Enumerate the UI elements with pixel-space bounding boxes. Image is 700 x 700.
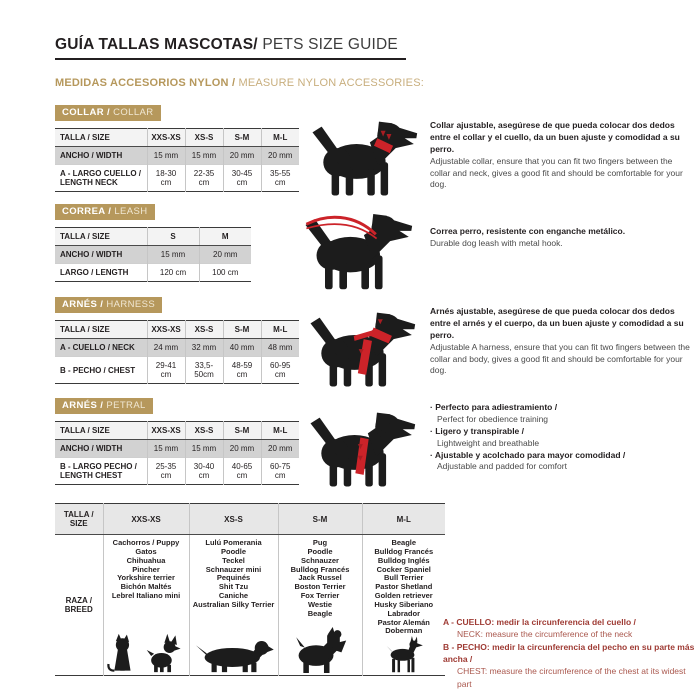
leash-description: Correa perro, resistente con enganche metálico. Durable dog leash with metal hook. bbox=[430, 226, 626, 248]
row-label: A - LARGO CUELLO / LENGTH NECK bbox=[55, 165, 147, 192]
col-header: TALLA / SIZE bbox=[55, 228, 147, 246]
table-row bbox=[55, 458, 299, 485]
cell: 22-35 cm bbox=[185, 165, 223, 192]
collar-size-table bbox=[55, 128, 299, 192]
dog-leash-illustration bbox=[298, 203, 418, 291]
breed-row-label: RAZA / BREED bbox=[64, 596, 93, 614]
collar-section bbox=[55, 102, 299, 192]
col-header: XS-S bbox=[189, 504, 278, 535]
col-header: M bbox=[199, 228, 251, 246]
doberman-silhouette bbox=[379, 636, 429, 673]
cell: 48-59 cm bbox=[223, 357, 261, 384]
harness-description: Arnés ajustable, asegúrese de que pueda colocar dos dedos entre el arnés y el cuerpo, da un buen ajuste y comodidad a su perro. Adjustable A harness, ensure that you can fit two fingers between the collar and body, gives a good fit and should be comfortable for your dog. bbox=[430, 306, 690, 376]
cell: 15 mm bbox=[147, 246, 199, 264]
col-header: S-M bbox=[278, 504, 362, 535]
dog-collar-illustration bbox=[310, 110, 418, 198]
col-header: S-M bbox=[223, 422, 261, 440]
cell: 60-95 cm bbox=[261, 357, 299, 384]
harness-badge: ARNÉS / HARNESS bbox=[55, 297, 162, 313]
cell: 100 cm bbox=[199, 264, 251, 282]
petral-badge: ARNÉS / PETRAL bbox=[55, 398, 153, 414]
feature-item: · Ligero y transpirable / Lightweight and breathable bbox=[430, 426, 694, 450]
col-header: XS-S bbox=[185, 422, 223, 440]
cell: 29-41 cm bbox=[147, 357, 185, 384]
col-header: TALLA / SIZE bbox=[55, 129, 147, 147]
col-header: M-L bbox=[261, 129, 299, 147]
cell: 60-75 cm bbox=[261, 458, 299, 485]
col-header: TALLA / SIZE bbox=[55, 422, 147, 440]
cell: 20 mm bbox=[223, 147, 261, 165]
col-header: S bbox=[147, 228, 199, 246]
page-title bbox=[55, 36, 406, 60]
cell: 48 mm bbox=[261, 339, 299, 357]
harness-section bbox=[55, 294, 299, 384]
table-row bbox=[55, 165, 299, 192]
row-label: ANCHO / WIDTH bbox=[55, 440, 147, 458]
note-neck: A - CUELLO: medir la circunferencia del cuello / NECK: measure the circumference of the neck bbox=[443, 617, 636, 640]
cell: 35-55 cm bbox=[261, 165, 299, 192]
table-header-row bbox=[55, 228, 251, 246]
cell: 30-45 cm bbox=[223, 165, 261, 192]
cell: 20 mm bbox=[261, 147, 299, 165]
cell: 40 mm bbox=[223, 339, 261, 357]
breed-size-table bbox=[55, 503, 445, 676]
cell: 120 cm bbox=[147, 264, 199, 282]
cell: 18-30 cm bbox=[147, 165, 185, 192]
cell: 30-40 cm bbox=[185, 458, 223, 485]
table-header-row bbox=[55, 504, 445, 535]
page-title-en: PETS SIZE GUIDE bbox=[257, 36, 398, 53]
cell: 40-65 cm bbox=[223, 458, 261, 485]
col-header: XXS-XS bbox=[147, 321, 185, 339]
col-header: M-L bbox=[362, 504, 445, 535]
cell: 20 mm bbox=[223, 440, 261, 458]
breed-cell-xxs-xs: Cachorros / Puppy Gatos Chihuahua Pincher Yorkshire terrier Bichón Maltés Lebrel Italiano mini bbox=[103, 535, 189, 676]
cell: 15 mm bbox=[185, 440, 223, 458]
table-header-row bbox=[55, 422, 299, 440]
table-header-row bbox=[55, 321, 299, 339]
dog-harness-illustration bbox=[308, 300, 416, 390]
breed-cell-m-l: Beagle Bulldog Francés Bulldog Inglés Cocker Spaniel Bull Terrier Pastor Shetland Golden retriever Husky Siberiano Labrador Pastor Alemán Doberman bbox=[362, 535, 445, 676]
page-subtitle-es: MEDIDAS ACCESORIOS NYLON / bbox=[55, 77, 236, 89]
cell: 15 mm bbox=[147, 440, 185, 458]
col-header: XXS-XS bbox=[147, 422, 185, 440]
col-header: M-L bbox=[261, 422, 299, 440]
petral-size-table bbox=[55, 421, 299, 485]
breed-cell-s-m: Pug Poodle Schnauzer Bulldog Francés Jack Russel Boston Terrier Fox Terrier Westie Beagle bbox=[278, 535, 362, 676]
breed-cell-xs-s: Lulú Pomerania Poodle Teckel Schnauzer mini Pequinés Shit Tzu Caniche Australian Silky Terrier bbox=[189, 535, 278, 676]
table-row bbox=[55, 264, 251, 282]
collar-description: Collar ajustable, asegúrese de que pueda colocar dos dedos entre el collar y el cuello, da un buen ajuste y comodidad a su perro. Adjustable collar, ensure that you can fit two fingers between the collar and neck, gives a good fit and should be comfortable for your dog. bbox=[430, 120, 683, 190]
col-header: TALLA / SIZE bbox=[55, 321, 147, 339]
feature-item: · Perfecto para adiestramiento / Perfect for obedience training bbox=[430, 402, 694, 426]
note-chest: B - PECHO: medir la circunferencia del pecho en su parte más ancha / CHEST: measure the circumference of the chest at its widest part bbox=[443, 641, 695, 689]
table-row bbox=[55, 147, 299, 165]
table-row bbox=[55, 246, 251, 264]
cell: 32 mm bbox=[185, 339, 223, 357]
col-header: XS-S bbox=[185, 321, 223, 339]
leash-section bbox=[55, 201, 251, 282]
petral-features bbox=[430, 402, 694, 473]
row-label: ANCHO / WIDTH bbox=[55, 147, 147, 165]
table-header-row bbox=[55, 129, 299, 147]
col-header: S-M bbox=[223, 129, 261, 147]
row-label: B - PECHO / CHEST bbox=[55, 357, 147, 384]
cat-and-chihuahua-silhouette bbox=[107, 633, 185, 673]
cell: 20 mm bbox=[261, 440, 299, 458]
dog-petral-illustration bbox=[308, 400, 416, 490]
row-label: B - LARGO PECHO / LENGTH CHEST bbox=[55, 458, 147, 485]
col-header: XXS-XS bbox=[103, 504, 189, 535]
measuring-notes bbox=[443, 616, 697, 690]
harness-size-table bbox=[55, 320, 299, 384]
feature-item: · Ajustable y acolchado para mayor comodidad / Adjustable and padded for comfort bbox=[430, 450, 694, 474]
col-header: TALLA / SIZE bbox=[55, 504, 103, 535]
collar-badge: COLLAR / COLLAR bbox=[55, 105, 161, 121]
col-header: XS-S bbox=[185, 129, 223, 147]
page-subtitle-en: MEASURE NYLON ACCESSORIES: bbox=[235, 77, 424, 89]
table-row bbox=[55, 440, 299, 458]
cell: 20 mm bbox=[199, 246, 251, 264]
schnauzer-silhouette bbox=[291, 627, 349, 673]
cell: 15 mm bbox=[147, 147, 185, 165]
leash-badge: CORREA / LEASH bbox=[55, 204, 155, 220]
table-row bbox=[55, 357, 299, 384]
cell: 24 mm bbox=[147, 339, 185, 357]
cell: 25-35 cm bbox=[147, 458, 185, 485]
col-header: S-M bbox=[223, 321, 261, 339]
table-row bbox=[55, 535, 445, 676]
leash-size-table bbox=[55, 227, 251, 282]
row-label: LARGO / LENGTH bbox=[55, 264, 147, 282]
table-row bbox=[55, 339, 299, 357]
row-label: ANCHO / WIDTH bbox=[55, 246, 147, 264]
col-header: XXS-XS bbox=[147, 129, 185, 147]
cell: 33,5-50cm bbox=[185, 357, 223, 384]
page-subtitle bbox=[55, 77, 424, 89]
col-header: M-L bbox=[261, 321, 299, 339]
dachshund-silhouette bbox=[194, 635, 274, 673]
cell: 15 mm bbox=[185, 147, 223, 165]
row-label: A - CUELLO / NECK bbox=[55, 339, 147, 357]
page-title-es: GUÍA TALLAS MASCOTAS/ bbox=[55, 36, 258, 53]
petral-section bbox=[55, 395, 299, 485]
